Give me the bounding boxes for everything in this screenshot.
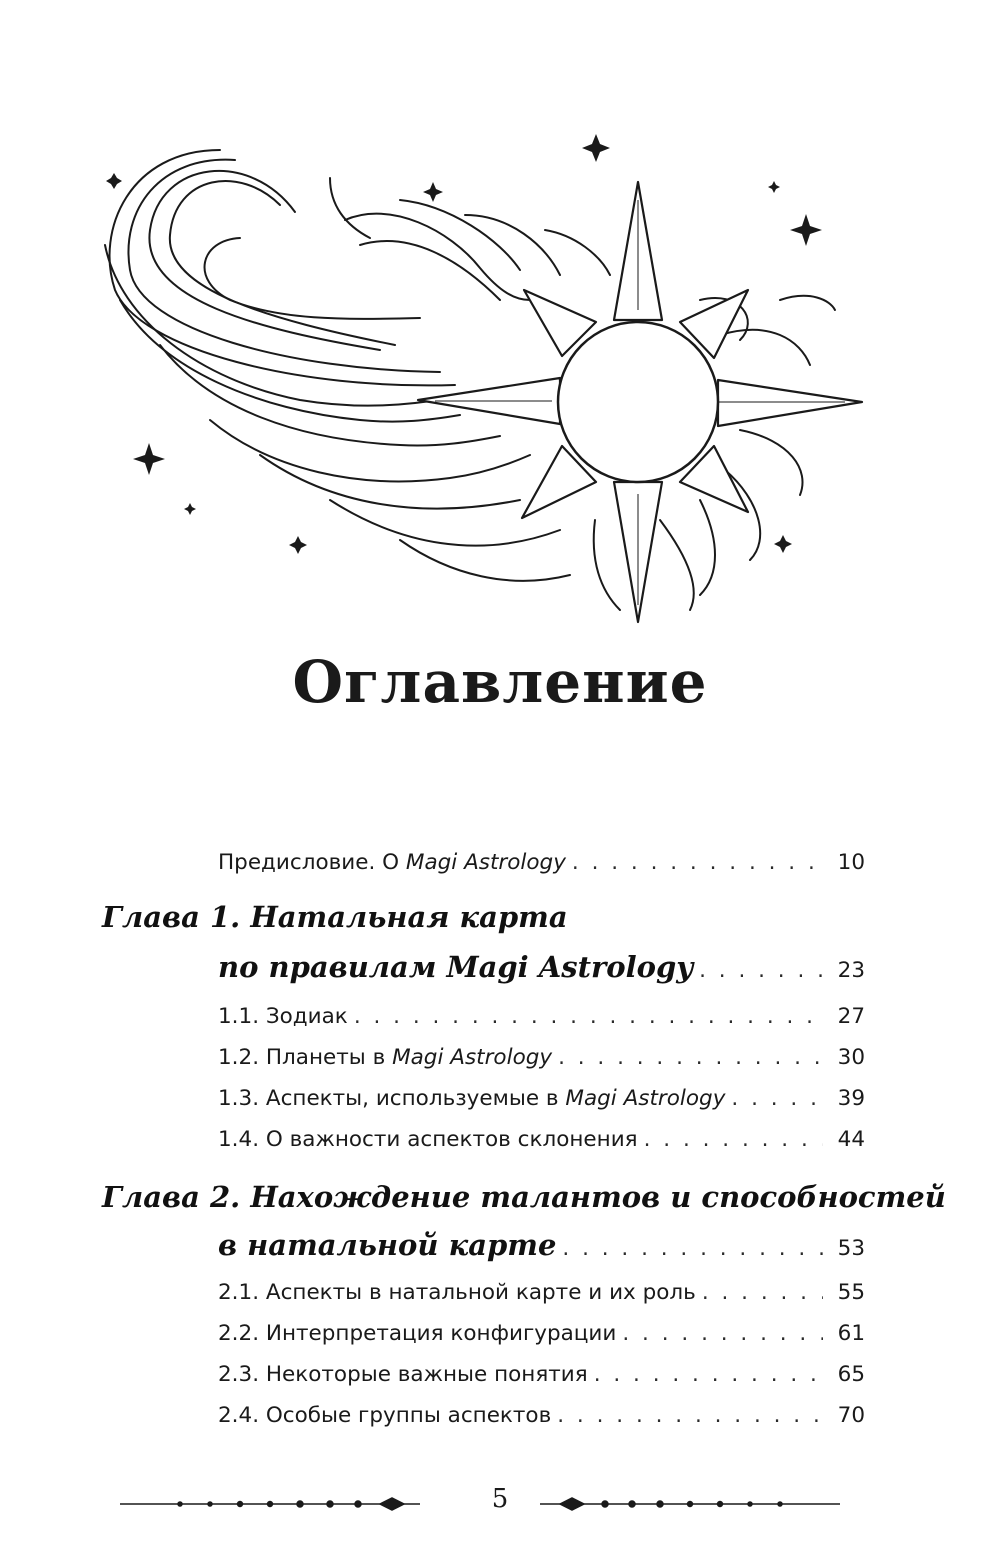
tail-strand <box>780 296 835 310</box>
toc-entry-label: 1.2. Планеты в Magi Astrology <box>218 1045 553 1070</box>
toc-page-number: 39 <box>837 1086 865 1111</box>
leader-dots <box>644 1127 823 1152</box>
tail-strand <box>594 520 620 610</box>
chapter-title-line1: Натальная карта <box>250 900 568 934</box>
chapter-title-line2: по правилам Magi Astrology <box>218 950 694 984</box>
page-number: 5 <box>491 1484 509 1514</box>
toc-page-number: 70 <box>837 1403 865 1428</box>
toc-page-number: 53 <box>837 1236 865 1261</box>
chapter-prefix: Глава 2. <box>102 1180 241 1214</box>
tail-strand <box>205 238 420 319</box>
leader-dots <box>622 1321 823 1346</box>
small-star-icon <box>133 443 165 475</box>
toc-entry-2-1[interactable] <box>218 1280 865 1310</box>
toc-entry-chapter-2[interactable] <box>218 1228 865 1268</box>
toc-entry-label: 2.4. Особые группы аспектов <box>218 1403 552 1428</box>
leader-dots <box>699 958 823 983</box>
tail-strand <box>700 500 715 595</box>
small-star-icon <box>106 173 122 189</box>
leader-dots <box>562 1236 823 1261</box>
small-star-icon <box>184 503 196 515</box>
tail-strand <box>345 214 530 300</box>
toc-entry-2-2[interactable] <box>218 1321 865 1351</box>
small-star-icon <box>582 134 610 162</box>
leader-dots <box>731 1086 823 1111</box>
chapter-title-line2: в натальной карте <box>218 1228 557 1262</box>
star-core <box>558 322 718 482</box>
small-star-icon <box>774 535 792 553</box>
tail-strand <box>110 150 455 385</box>
toc-entry-label: Предисловие. О Magi Astrology <box>218 850 566 875</box>
tail-strand <box>170 181 395 345</box>
toc-entry-label: 2.2. Интерпретация конфигурации <box>218 1321 617 1346</box>
toc-page-number: 23 <box>837 958 865 983</box>
toc-page-number: 44 <box>837 1127 865 1152</box>
tail-strand <box>360 241 500 300</box>
toc-entry-chapter-1[interactable] <box>218 950 865 990</box>
small-star-icon <box>423 182 443 202</box>
toc-entry-label: 2.3. Некоторые важные понятия <box>218 1362 588 1387</box>
toc-entry-preface[interactable] <box>218 850 865 880</box>
toc-entry-label: 2.1. Аспекты в натальной карте и их роль <box>218 1280 696 1305</box>
toc-entry-1-1[interactable] <box>218 1004 865 1034</box>
leader-dots <box>702 1280 823 1305</box>
toc-entry-1-2[interactable] <box>218 1045 865 1075</box>
toc-page-number: 10 <box>837 850 865 875</box>
small-star-icon <box>289 536 307 554</box>
small-star-icon <box>790 214 822 246</box>
chapter-title-line1: Нахождение талантов и способностей <box>250 1180 946 1214</box>
leader-dots <box>572 850 823 875</box>
toc-entry-1-3[interactable] <box>218 1086 865 1116</box>
tail-strand <box>400 200 520 270</box>
toc-entry-1-4[interactable] <box>218 1127 865 1157</box>
toc-page-number: 27 <box>837 1004 865 1029</box>
chapter-2-heading[interactable] <box>102 1180 946 1214</box>
page-title: Оглавление <box>292 648 708 716</box>
tail-strand <box>720 330 810 365</box>
leader-dots <box>558 1045 823 1070</box>
tail-strand <box>545 230 610 275</box>
tail-strand <box>740 430 803 495</box>
chapter-prefix: Глава 1. <box>102 900 241 934</box>
toc-page-number: 61 <box>837 1321 865 1346</box>
toc-entry-2-4[interactable] <box>218 1403 865 1433</box>
leader-dots <box>557 1403 823 1428</box>
toc-entry-label: 1.4. О важности аспектов склонения <box>218 1127 638 1152</box>
tail-strand <box>330 178 370 238</box>
toc-page-number: 30 <box>837 1045 865 1070</box>
star-ray-right <box>718 380 862 426</box>
toc-entry-label: 1.1. Зодиак <box>218 1004 348 1029</box>
chapter-1-heading[interactable] <box>102 900 568 934</box>
tail-strand <box>105 245 450 406</box>
leader-dots <box>354 1004 823 1029</box>
toc-page-number: 65 <box>837 1362 865 1387</box>
toc-page-number: 55 <box>837 1280 865 1305</box>
tail-strand <box>330 500 560 546</box>
toc-entry-label: 1.3. Аспекты, используемые в Magi Astrology <box>218 1086 726 1111</box>
tail-strand <box>660 520 694 610</box>
tail-strand <box>210 420 530 481</box>
leader-dots <box>594 1362 823 1387</box>
small-star-icon <box>768 181 780 193</box>
toc-entry-2-3[interactable] <box>218 1362 865 1392</box>
